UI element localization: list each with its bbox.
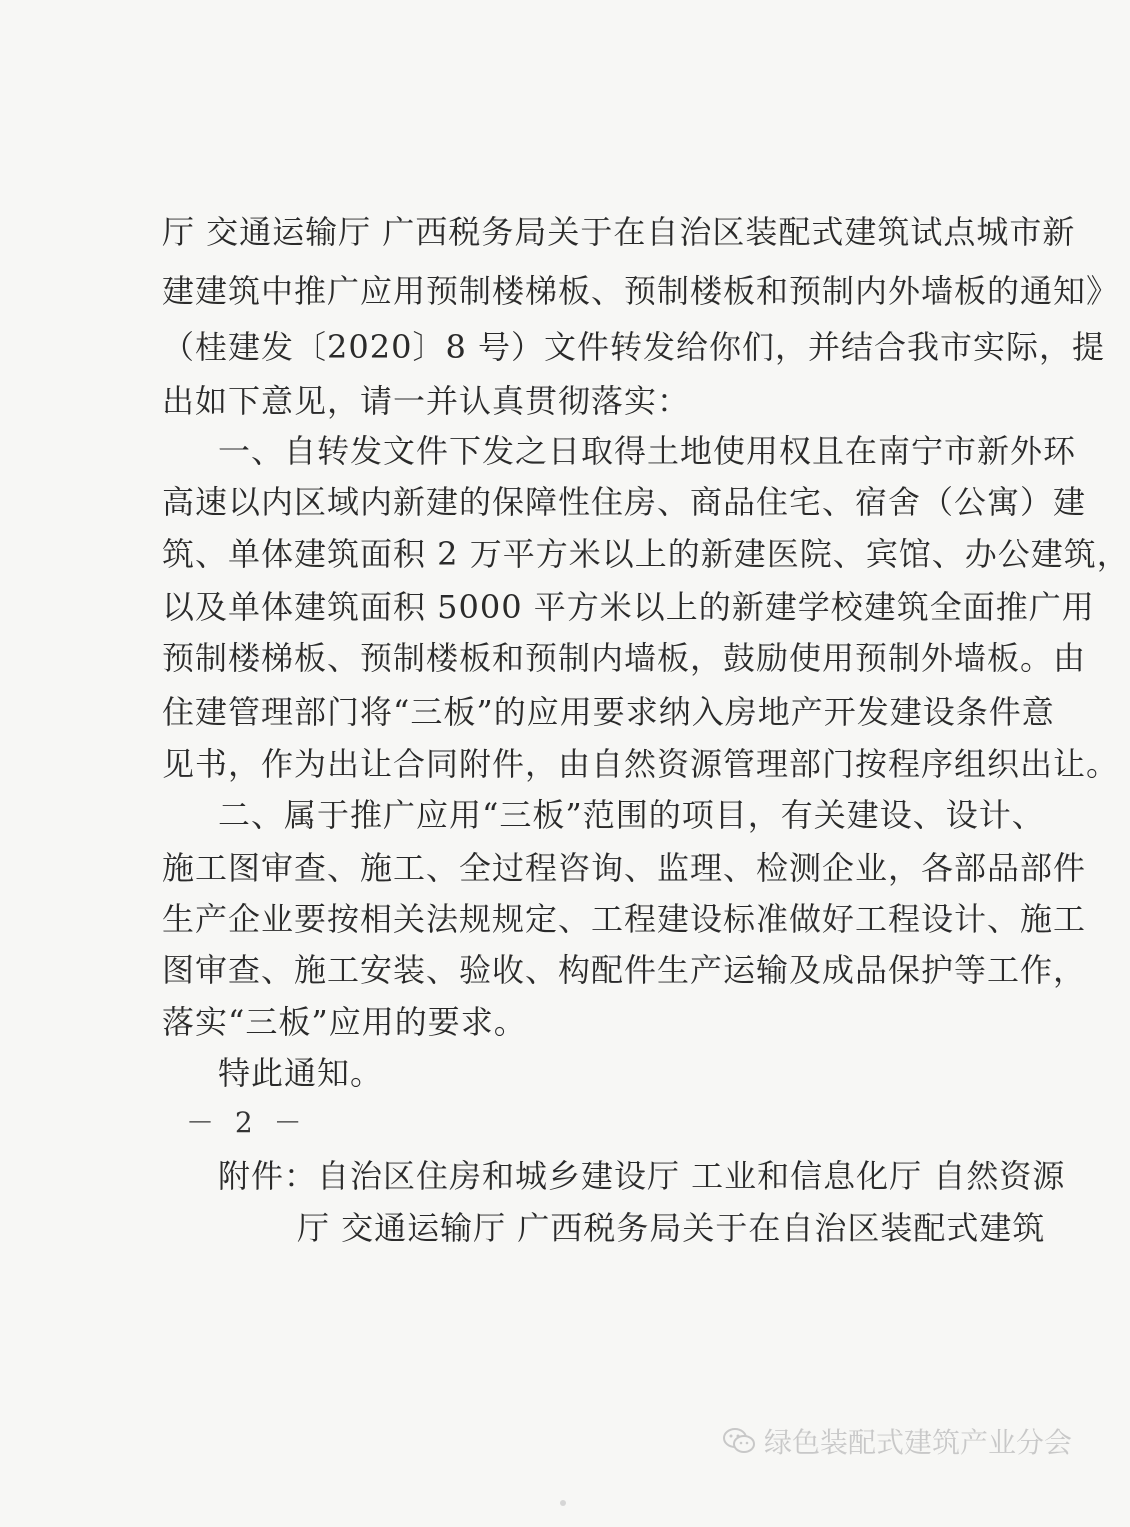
body-line-2: 建建筑中推广应用预制楼梯板、预制楼板和预制内外墙板的通知》 xyxy=(162,272,1120,310)
scan-speck xyxy=(560,1500,566,1506)
paragraph-1-line-2: 高速以内区域内新建的保障性住房、商品住宅、宿舍（公寓）建 xyxy=(162,483,1087,521)
wechat-icon xyxy=(722,1426,756,1456)
body-line-1: 厅 交通运输厅 广西税务局关于在自治区装配式建筑试点城市新 xyxy=(162,213,1076,251)
paragraph-2-line-1: 二、属于推广应用“三板”范围的项目，有关建设、设计、 xyxy=(218,796,1045,834)
paragraph-1-line-4: 以及单体建筑面积 5000 平方米以上的新建学校建筑全面推广用 xyxy=(162,588,1095,626)
paragraph-1-line-1: 一、自转发文件下发之日取得土地使用权且在南宁市新外环 xyxy=(218,432,1077,470)
closing-line: 特此通知。 xyxy=(218,1054,384,1092)
paragraph-1-line-5: 预制楼梯板、预制楼板和预制内墙板，鼓励使用预制外墙板。由 xyxy=(162,639,1087,677)
watermark xyxy=(722,1418,1072,1464)
paragraph-1-line-7: 见书，作为出让合同附件，由自然资源管理部门按程序组织出让。 xyxy=(162,745,1120,783)
page-number: － 2 － xyxy=(186,1106,308,1139)
paragraph-2-line-4: 图审查、施工安装、验收、构配件生产运输及成品保护等工作， xyxy=(162,951,1087,989)
watermark-text: 绿色装配式建筑产业分会 xyxy=(764,1426,1073,1459)
paragraph-2-line-5: 落实“三板”应用的要求。 xyxy=(162,1003,527,1041)
paragraph-1-line-6: 住建管理部门将“三板”的应用要求纳入房地产开发建设条件意 xyxy=(162,693,1055,731)
body-line-4: 出如下意见，请一并认真贯彻落实： xyxy=(162,382,691,420)
attachment-line-1: 附件：自治区住房和城乡建设厅 工业和信息化厅 自然资源 xyxy=(218,1157,1066,1195)
paragraph-2-line-3: 生产企业要按相关法规规定、工程建设标准做好工程设计、施工 xyxy=(162,900,1087,938)
paragraph-2-line-2: 施工图审查、施工、全过程咨询、监理、检测企业，各部品部件 xyxy=(162,849,1087,887)
body-line-3: （桂建发〔2020〕8 号）文件转发给你们，并结合我市实际，提 xyxy=(162,328,1105,366)
attachment-line-2: 厅 交通运输厅 广西税务局关于在自治区装配式建筑 xyxy=(297,1209,1046,1247)
paragraph-1-line-3: 筑、单体建筑面积 2 万平方米以上的新建医院、宾馆、办公建筑， xyxy=(162,535,1130,573)
